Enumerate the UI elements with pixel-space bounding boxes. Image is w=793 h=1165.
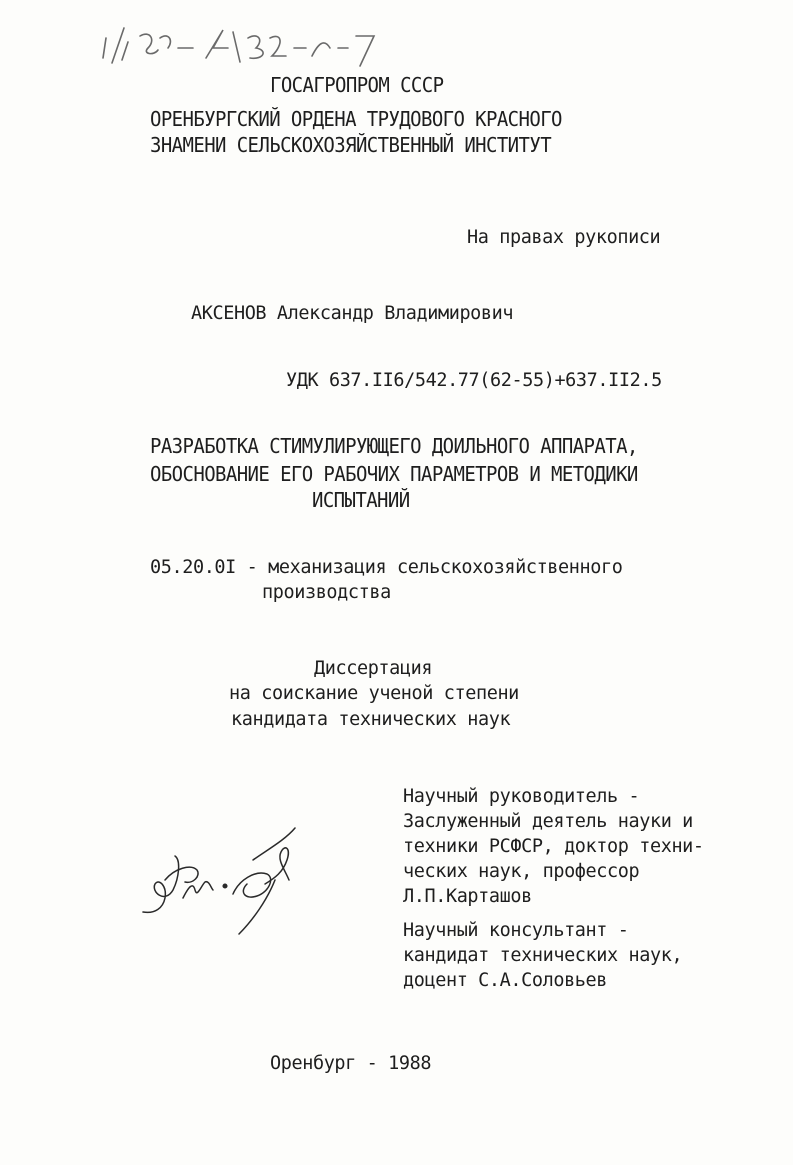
handwritten-signature bbox=[135, 820, 305, 940]
title-line2: ОБОСНОВАНИЕ ЕГО РАБОЧИХ ПАРАМЕТРОВ И МЕТОДИКИ bbox=[150, 462, 638, 487]
title-line1: РАЗРАБОТКА СТИМУЛИРУЮЩЕГО ДОИЛЬНОГО АППАРАТА, bbox=[150, 434, 638, 459]
supervisor-line4: ческих наук, профессор bbox=[403, 861, 640, 882]
supervisor-line1: Научный руководитель - bbox=[403, 786, 640, 807]
consultant-line1: Научный консультант - bbox=[403, 920, 629, 941]
handwritten-archive-number bbox=[98, 18, 398, 78]
supervisor-line3: техники РСФСР, доктор техни- bbox=[403, 836, 704, 857]
place-and-year: Оренбург - 1988 bbox=[270, 1053, 432, 1074]
institute-name-line1: ОРЕНБУРГСКИЙ ОРДЕНА ТРУДОВОГО КРАСНОГО bbox=[150, 107, 562, 132]
dissertation-degree-line2: кандидата технических наук bbox=[231, 709, 511, 730]
author-name: АКСЕНОВ Александр Владимирович bbox=[191, 303, 514, 324]
handwritten-archive-number-text: 1/ 59-4/32-2-7 bbox=[98, 18, 107, 19]
supervisor-line2: Заслуженный деятель науки и bbox=[403, 811, 693, 832]
institute-name-line2: ЗНАМЕНИ СЕЛЬСКОХОЗЯЙСТВЕННЫЙ ИНСТИТУТ bbox=[150, 133, 552, 158]
consultant-line2: кандидат технических наук, bbox=[403, 945, 683, 966]
supervisor-name: Л.П.Карташов bbox=[403, 886, 532, 907]
dissertation-label: Диссертация bbox=[314, 658, 433, 679]
agency-heading: ГОСАГРОПРОМ СССР bbox=[270, 73, 444, 98]
dissertation-degree-line1: на соискание ученой степени bbox=[229, 683, 519, 704]
specialty-continuation: производства bbox=[262, 582, 391, 603]
udc-code: УДК 637.II6/542.77(62-55)+637.II2.5 bbox=[286, 370, 662, 391]
specialty-code-line: 05.20.0I - механизация сельскохозяйственного bbox=[150, 557, 623, 578]
title-line3: ИСПЫТАНИЙ bbox=[312, 488, 410, 513]
consultant-name: доцент С.А.Соловьев bbox=[403, 970, 608, 991]
manuscript-rights-note: На правах рукописи bbox=[467, 227, 661, 248]
